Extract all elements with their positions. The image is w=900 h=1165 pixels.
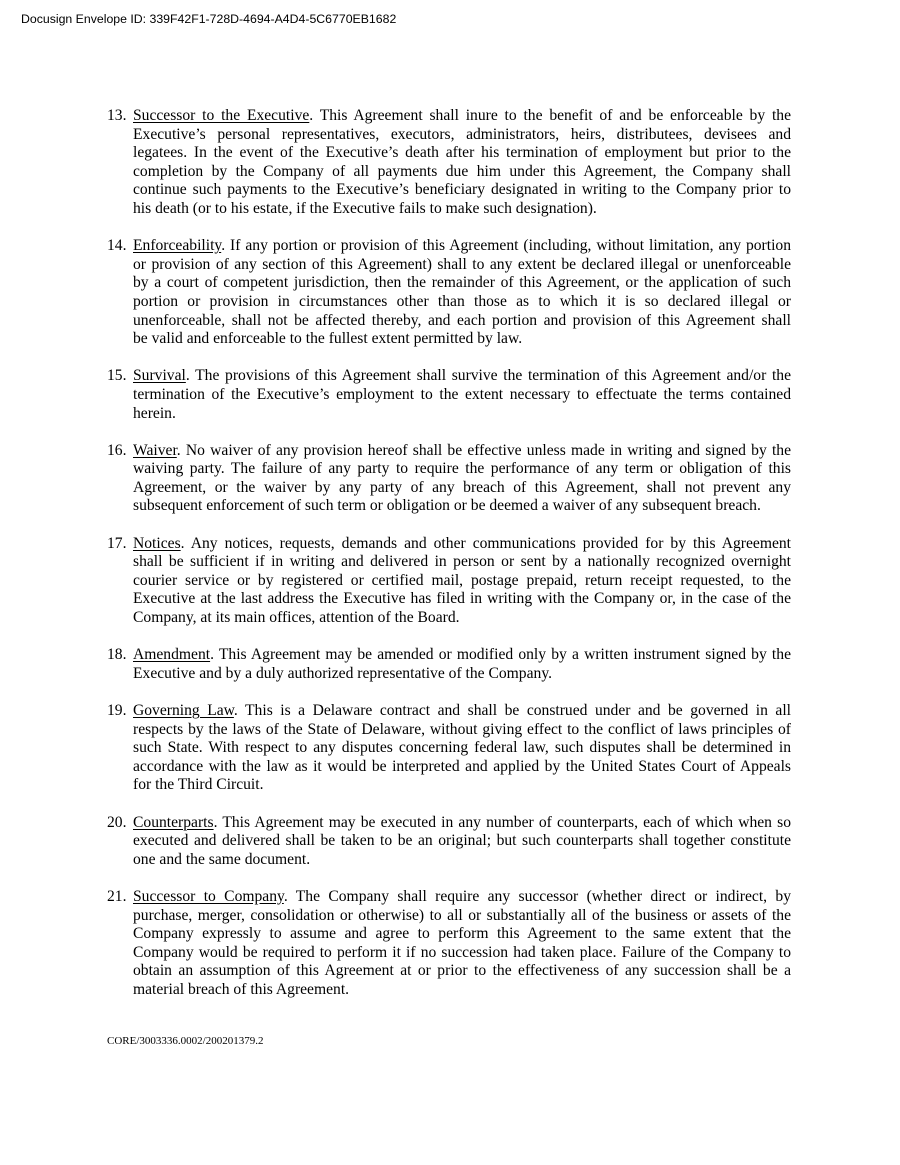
section-text: purchase, merger, consolidation or otherwise) to all or substantially all of the business or assets of the (133, 906, 791, 924)
section-number: 17. (107, 534, 127, 552)
section-text: material breach of this Agreement. (133, 980, 350, 998)
section-text: Executive at the last address the Executive has filed in writing with the Company or, in the case of the (133, 590, 791, 608)
section-text: . This Agreement may be amended or modified only by a written instrument signed by the (210, 646, 791, 664)
section-text: completion by the Company of all payments due him under this Agreement, the Company shall (133, 162, 791, 180)
section-line (133, 163, 791, 182)
section-line (133, 888, 791, 907)
section-text: termination of the Executive’s employment to the extent necessary to effectuate the terms contained (133, 385, 791, 403)
section-line (133, 293, 791, 312)
section-heading: Counterparts (133, 813, 214, 831)
section-text: Company would be required to perform it if no succession had taken place. Failure of the Company to (133, 943, 791, 961)
section-line (133, 256, 791, 275)
section-text: . If any portion or provision of this Agreement (including, without limitation, any portion (221, 237, 791, 255)
section-line (133, 665, 791, 684)
section-17 (107, 534, 791, 628)
section-text: be valid and enforceable to the fullest extent permitted by law. (133, 330, 523, 348)
section-text: his death (or to his estate, if the Executive fails to make such designation). (133, 199, 597, 217)
section-text: such State. With respect to any disputes concerning federal law, such disputes shall be determined in (133, 739, 791, 757)
section-line (133, 181, 791, 200)
section-line (133, 646, 791, 665)
section-21 (107, 887, 791, 1000)
section-line (133, 814, 791, 833)
section-text: . This is a Delaware contract and shall be construed under and be governed in all (233, 702, 791, 719)
section-text: respects by the laws of the State of Delaware, without giving effect to the conflict of laws principles of (133, 720, 791, 738)
section-heading: Enforceability (133, 237, 222, 255)
section-line (133, 237, 791, 256)
section-line (133, 405, 791, 424)
section-heading: Waiver (133, 441, 177, 459)
section-line (133, 107, 791, 126)
section-number: 20. (107, 813, 127, 831)
section-text: subsequent enforcement of such term or obligation or be deemed a waiver of any subsequent breach. (133, 497, 761, 515)
section-line (133, 721, 791, 740)
section-number: 14. (107, 237, 127, 255)
section-line (133, 535, 791, 554)
section-text: or provision of any section of this Agreement) shall to any extent be declared illegal or unenforceable (133, 255, 791, 273)
section-line (133, 925, 791, 944)
section-16 (107, 441, 791, 516)
section-number: 18. (107, 646, 127, 664)
section-text: legatees. In the event of the Executive’s death after his termination of employment but prior to the (133, 144, 791, 162)
section-line (133, 832, 791, 851)
section-line (133, 497, 791, 516)
section-number: 13. (107, 107, 127, 124)
section-heading: Notices (133, 534, 181, 552)
section-text: accordance with the law as it would be interpreted and applied by the United States Court of Appeals (133, 757, 791, 775)
document-footer-id: CORE/3003336.0002/200201379.2 (107, 1035, 264, 1047)
section-line (133, 312, 791, 331)
section-heading: Amendment (133, 646, 211, 664)
section-text: . No waiver of any provision hereof shall be effective unless made in writing and signed by the (176, 441, 791, 459)
section-line (133, 200, 791, 219)
section-text: for the Third Circuit. (133, 776, 264, 794)
section-line (133, 553, 791, 572)
section-line (133, 460, 791, 479)
section-line (133, 776, 791, 795)
section-18 (107, 646, 791, 683)
section-line (133, 590, 791, 609)
section-text: unenforceable, shall not be affected thereby, and each portion and provision of this Agreement shall (133, 311, 791, 329)
section-line (133, 907, 791, 926)
section-text: . The Company shall require any successor (whether direct or indirect, by (283, 887, 791, 905)
section-heading: Survival (133, 367, 186, 385)
section-number: 15. (107, 367, 127, 385)
section-text: one and the same document. (133, 850, 311, 868)
section-line (133, 386, 791, 405)
section-13 (107, 107, 791, 219)
section-text: . This Agreement shall inure to the benefit of and be enforceable by the (309, 107, 791, 124)
section-line (133, 442, 791, 461)
section-line (133, 479, 791, 498)
section-text: Executive’s personal representatives, executors, administrators, heirs, distributees, devisees and (133, 125, 791, 143)
section-line (133, 367, 791, 386)
section-19 (107, 702, 791, 795)
section-line (133, 274, 791, 293)
section-text: continue such payments to the Executive’s beneficiary designated in writing to the Company prior to (133, 181, 791, 199)
section-line (133, 126, 791, 145)
section-text: Company, at its main offices, attention of the Board. (133, 609, 460, 627)
section-text: . Any notices, requests, demands and other communications provided for by this Agreement (180, 534, 791, 552)
section-text: waiving party. The failure of any party to require the performance of any term or obligation of this (133, 460, 791, 478)
section-14 (107, 237, 791, 349)
section-15 (107, 367, 791, 423)
section-line (133, 572, 791, 591)
section-text: executed and delivered shall be taken to be an original; but such counterparts shall together constitute (133, 832, 791, 850)
section-line (133, 739, 791, 758)
section-line (133, 981, 791, 1000)
section-heading: Governing Law (133, 702, 234, 719)
section-heading: Successor to the Executive (133, 107, 310, 124)
section-heading: Successor to Company (133, 887, 284, 905)
section-text: Executive and by a duly authorized representative of the Company. (133, 664, 553, 682)
section-text: by a court of competent jurisdiction, then the remainder of this Agreement, or the application of such (133, 274, 791, 292)
document-body (107, 107, 791, 1018)
section-number: 19. (107, 702, 127, 719)
section-line (133, 144, 791, 163)
section-line (133, 944, 791, 963)
section-text: . The provisions of this Agreement shall survive the termination of this Agreement and/or the (185, 367, 791, 385)
section-line (133, 962, 791, 981)
section-number: 21. (107, 887, 127, 905)
section-number: 16. (107, 441, 127, 459)
section-line (133, 609, 791, 628)
section-text: Company expressly to assume and agree to perform this Agreement to the same extent that the (133, 925, 791, 943)
docusign-envelope-id: Docusign Envelope ID: 339F42F1-728D-4694-A4D4-5C6770EB1682 (21, 12, 397, 26)
section-text: Agreement, or the waiver by any party of any breach of this Agreement, shall not prevent any (133, 478, 791, 496)
section-20 (107, 813, 791, 870)
section-text: portion or provision in circumstances other than those as to which it is so declared illegal or (133, 292, 791, 310)
section-text: obtain an assumption of this Agreement at or prior to the effectiveness of any succession shall be a (133, 962, 791, 980)
section-line (133, 851, 791, 870)
section-line (133, 330, 791, 349)
section-text: herein. (133, 404, 176, 422)
section-text: . This Agreement may be executed in any number of counterparts, each of which when so (213, 813, 791, 831)
section-text: shall be sufficient if in writing and delivered in person or sent by a nationally recognized overnight (133, 553, 791, 571)
section-line (133, 702, 791, 721)
section-line (133, 758, 791, 777)
section-text: courier service or by registered or certified mail, postage prepaid, return receipt requested, to the (133, 571, 791, 589)
